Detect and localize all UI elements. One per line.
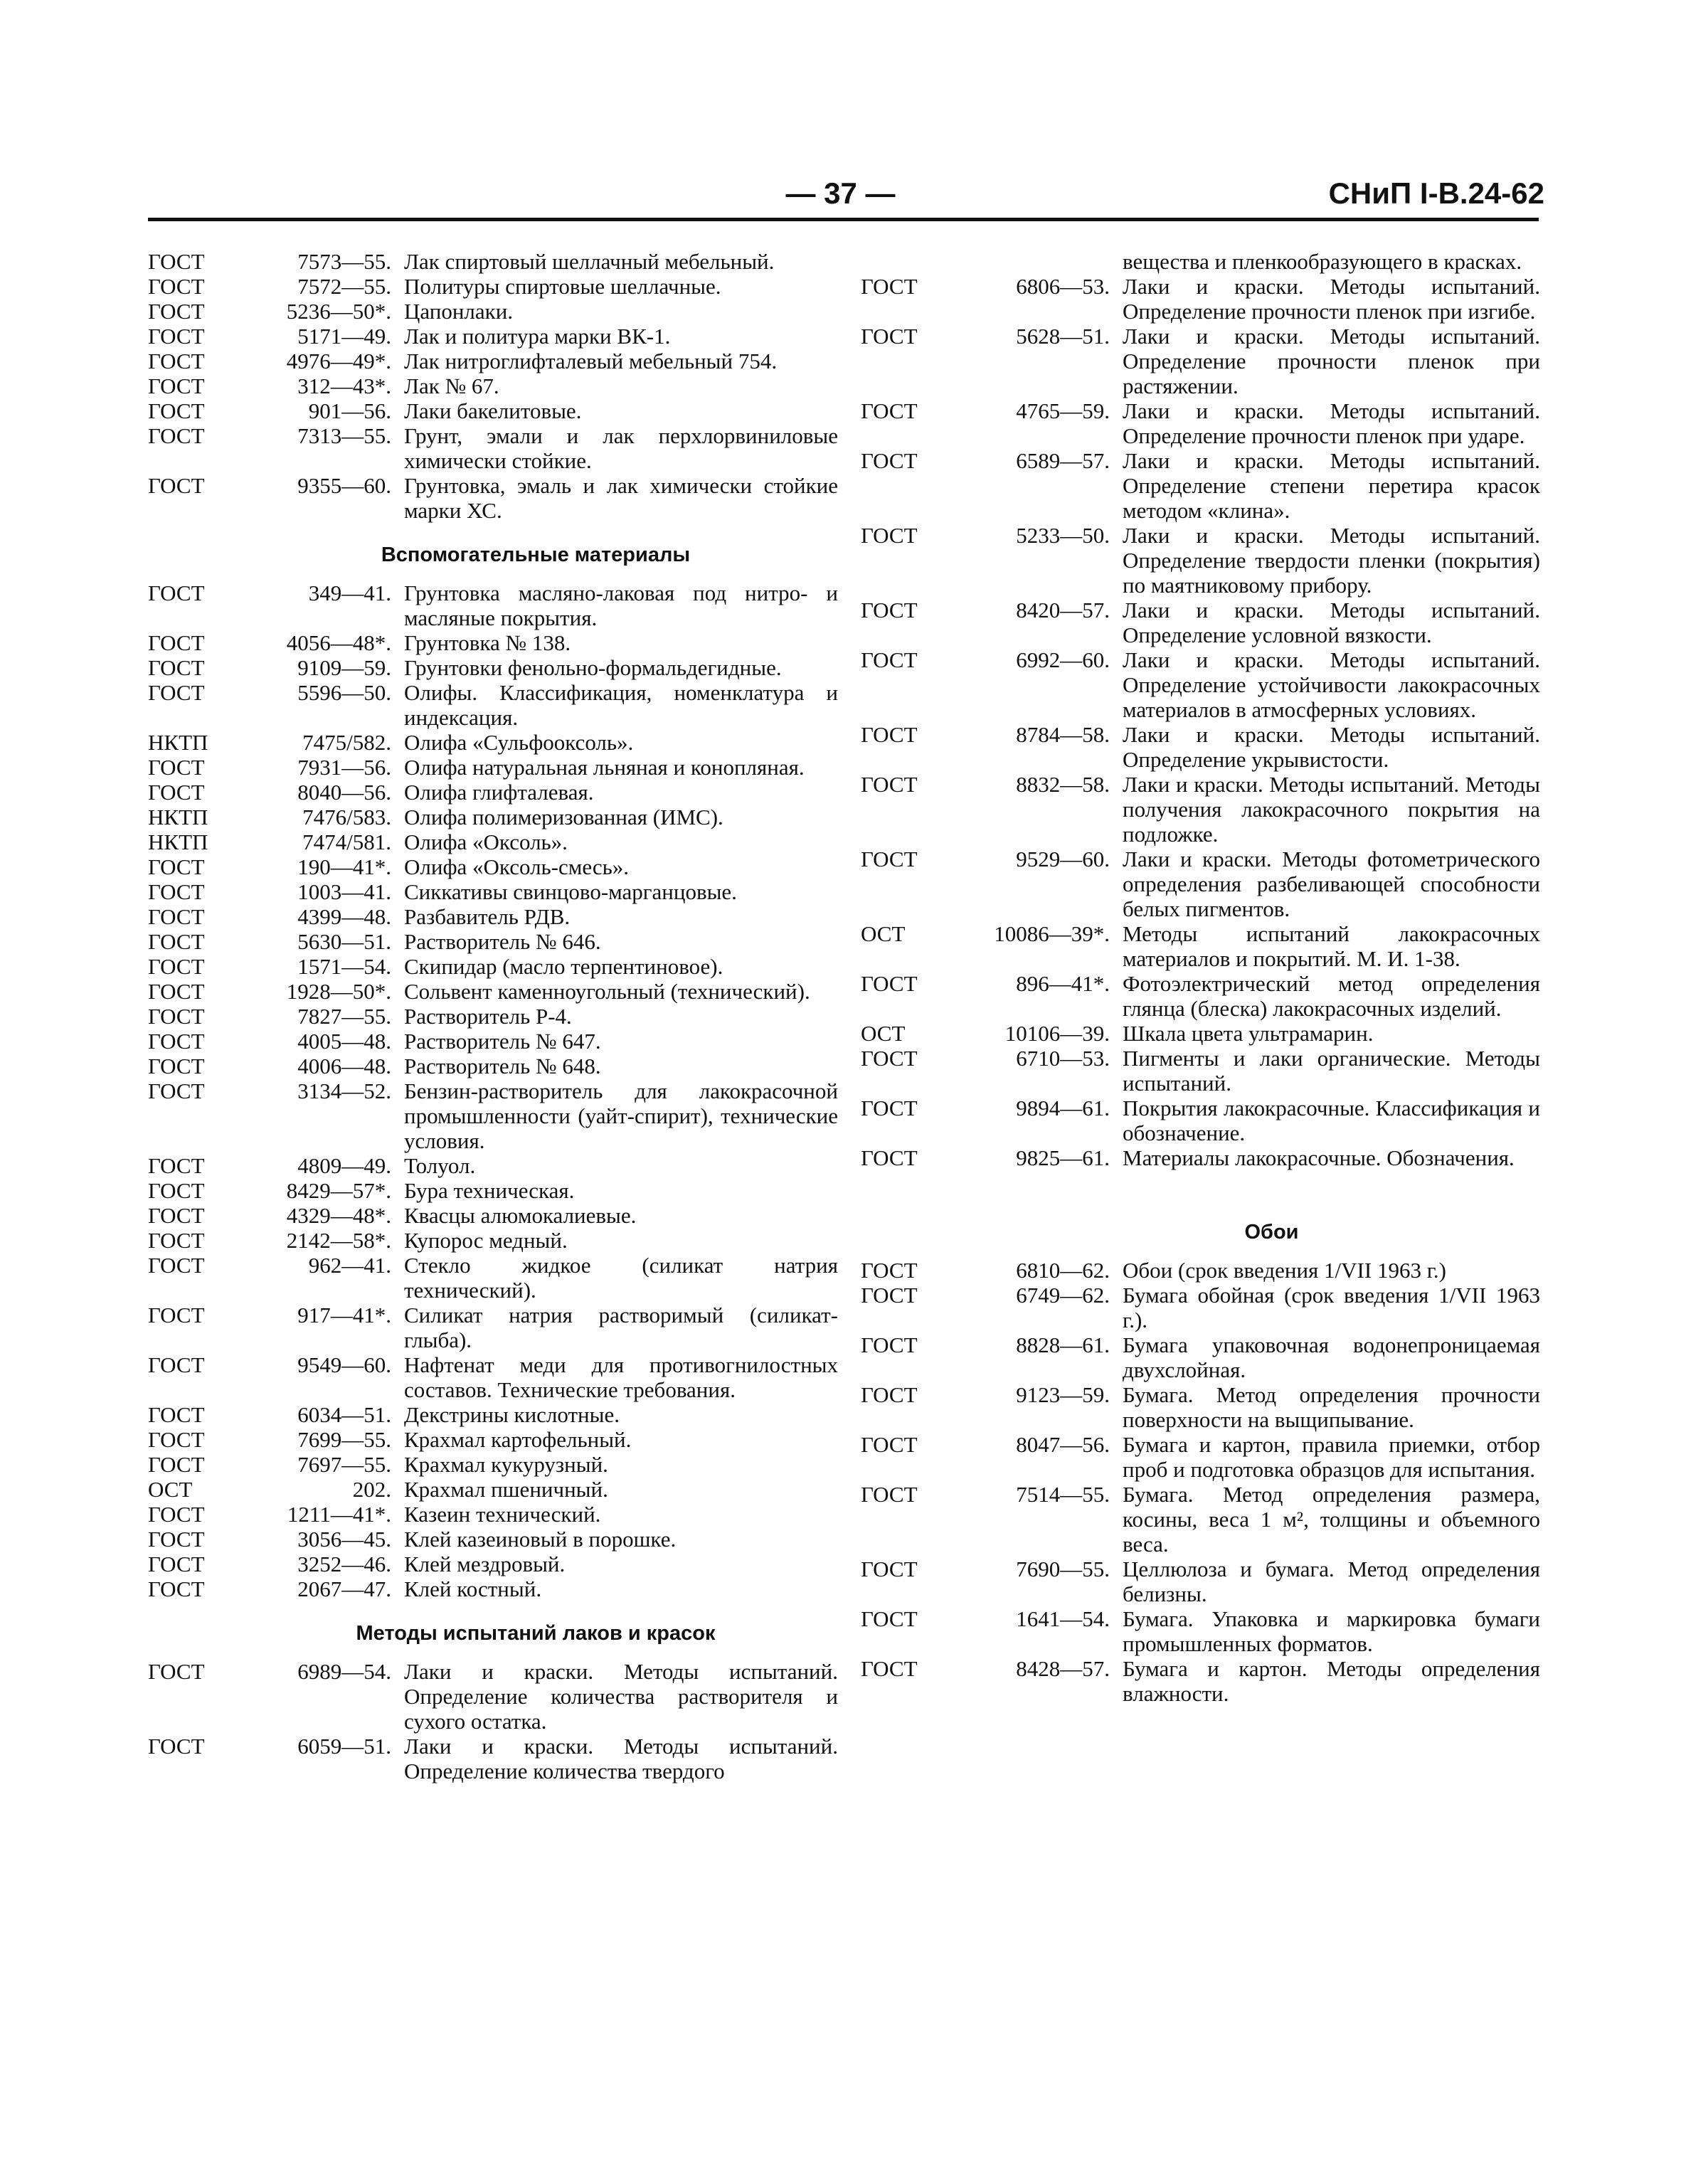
standard-entry bbox=[148, 829, 838, 854]
standard-type: ГОСТ bbox=[148, 630, 205, 655]
standard-entry bbox=[148, 1054, 838, 1078]
standard-type: ГОСТ bbox=[861, 1656, 918, 1681]
standard-number: 9529—60. bbox=[1016, 847, 1110, 871]
continued-text: вещества и пленкообразующего в красках. bbox=[1123, 249, 1522, 274]
standard-title: Бумага. Метод определения размера, косины, веса 1 м², толщины и объемного веса. bbox=[1123, 1482, 1540, 1557]
standard-title: Обои (срок введения 1/VII 1963 г.) bbox=[1123, 1258, 1446, 1283]
standard-entry bbox=[148, 1153, 838, 1178]
standard-title: Лак нитроглифталевый мебельный 754. bbox=[404, 349, 778, 373]
standard-title: Грунтовки фенольно-формальдегидные. bbox=[404, 655, 782, 680]
standard-entry bbox=[861, 324, 1540, 398]
standard-number: 10106—39. bbox=[1004, 1021, 1110, 1046]
standard-number: 6710—53. bbox=[1016, 1046, 1110, 1071]
standard-title: Казеин технический. bbox=[404, 1502, 601, 1527]
standard-type: ГОСТ bbox=[861, 1283, 918, 1308]
page-number: — 37 — bbox=[785, 176, 896, 210]
continued-entry bbox=[861, 249, 1540, 274]
standard-type: ГОСТ bbox=[148, 1659, 205, 1684]
standard-entry bbox=[148, 324, 838, 349]
standard-title: Квасцы алюмокалиевые. bbox=[404, 1203, 637, 1228]
standard-entry bbox=[148, 780, 838, 805]
standard-number: 9123—59. bbox=[1016, 1382, 1110, 1407]
standard-type: ГОСТ bbox=[861, 1432, 918, 1457]
standard-type: ОСТ bbox=[861, 921, 906, 946]
standard-number: 6806—53. bbox=[1016, 274, 1110, 299]
entry-list-test-methods-cont bbox=[861, 274, 1540, 1170]
standard-entry bbox=[148, 581, 838, 630]
standard-number: 1003—41. bbox=[297, 879, 391, 904]
standard-entry bbox=[148, 805, 838, 829]
standard-type: ГОСТ bbox=[148, 1734, 205, 1759]
standard-number: 962—41. bbox=[308, 1253, 391, 1278]
standard-number: 7474/581. bbox=[302, 829, 391, 854]
standard-number: 3134—52. bbox=[297, 1078, 391, 1103]
standard-type: ГОСТ bbox=[861, 274, 918, 299]
standard-number: 9355—60. bbox=[297, 473, 391, 498]
standard-title: Декстрины кислотные. bbox=[404, 1402, 620, 1427]
standard-number: 7573—55. bbox=[297, 249, 391, 274]
standard-title: Сольвент каменноугольный (технический). bbox=[404, 979, 810, 1004]
standard-number: 6989—54. bbox=[297, 1659, 391, 1684]
document-code: СНиП І-В.24-62 bbox=[1328, 176, 1544, 210]
standard-type: ГОСТ bbox=[148, 1552, 205, 1576]
standard-title: Олифа глифталевая. bbox=[404, 780, 594, 805]
standard-title: Лаки и краски. Методы испытаний. Определение устойчивости лакокрасочных материалов в атмосферных условиях. bbox=[1123, 647, 1540, 722]
standard-entry bbox=[148, 1734, 838, 1783]
standard-type: ГОСТ bbox=[148, 1078, 205, 1103]
standard-title: Лаки и краски. Методы испытаний. Определение количества растворителя и сухого остатка. bbox=[404, 1659, 838, 1734]
standard-type: ГОСТ bbox=[148, 904, 205, 929]
standard-number: 1928—50*. bbox=[286, 979, 391, 1004]
standard-number: 6059—51. bbox=[297, 1734, 391, 1759]
standard-entry bbox=[861, 1332, 1540, 1382]
standard-entry bbox=[148, 473, 838, 523]
standard-number: 8784—58. bbox=[1016, 722, 1110, 747]
standard-entry bbox=[861, 971, 1540, 1021]
standard-number: 5628—51. bbox=[1016, 324, 1110, 349]
standard-entry bbox=[148, 1228, 838, 1253]
header-rule bbox=[148, 218, 1539, 221]
standard-type: ГОСТ bbox=[861, 847, 918, 871]
standard-title: Олифа «Оксоль». bbox=[404, 829, 568, 854]
standard-type: ГОСТ bbox=[861, 448, 918, 473]
standard-number: 4329—48*. bbox=[286, 1203, 391, 1228]
standard-entry bbox=[861, 448, 1540, 523]
standard-entry bbox=[861, 1021, 1540, 1046]
standard-type: ГОСТ bbox=[148, 1004, 205, 1029]
standard-title: Купорос медный. bbox=[404, 1228, 568, 1253]
standard-title: Клей костный. bbox=[404, 1576, 542, 1601]
standard-number: 6034—51. bbox=[297, 1402, 391, 1427]
standard-entry bbox=[861, 1482, 1540, 1557]
standard-entry bbox=[861, 647, 1540, 722]
standard-type: ГОСТ bbox=[148, 655, 205, 680]
standard-title: Лак и политура марки ВК-1. bbox=[404, 324, 671, 349]
standard-type: ГОСТ bbox=[148, 680, 205, 705]
standard-entry bbox=[148, 1477, 838, 1502]
standard-number: 190—41*. bbox=[297, 854, 391, 879]
standard-entry bbox=[861, 1258, 1540, 1283]
standard-number: 7572—55. bbox=[297, 274, 391, 299]
standard-number: 1211—41*. bbox=[287, 1502, 391, 1527]
standard-type: ГОСТ bbox=[148, 1178, 205, 1203]
standard-entry bbox=[148, 1576, 838, 1601]
standard-entry bbox=[148, 373, 838, 398]
standard-number: 8420—57. bbox=[1016, 598, 1110, 622]
standard-title: Лаки и краски. Методы испытаний. Определение количества твердого bbox=[404, 1734, 838, 1783]
standard-entry bbox=[148, 1004, 838, 1029]
standard-type: ГОСТ bbox=[148, 299, 205, 324]
standard-title: Бумага и картон, правила приемки, отбор проб и подготовка образцов для испытания. bbox=[1123, 1432, 1540, 1482]
standard-type: ГОСТ bbox=[861, 1096, 918, 1120]
standard-type: ГОСТ bbox=[148, 423, 205, 448]
standard-title: Лаки и краски. Методы испытаний. Определение укрывистости. bbox=[1123, 722, 1540, 772]
standard-type: ГОСТ bbox=[148, 373, 205, 398]
standard-number: 917—41*. bbox=[297, 1303, 391, 1327]
standard-type: ГОСТ bbox=[148, 1402, 205, 1427]
standard-title: Растворитель № 648. bbox=[404, 1054, 601, 1078]
standard-title: Лаки и краски. Методы испытаний. Методы получения лакокрасочного покрытия на подложке. bbox=[1123, 772, 1540, 847]
standard-number: 5171—49. bbox=[297, 324, 391, 349]
standard-number: 7475/582. bbox=[302, 730, 391, 755]
standard-type: ГОСТ bbox=[861, 523, 918, 548]
standard-title: Лаки и краски. Методы испытаний. Определение условной вязкости. bbox=[1123, 598, 1540, 647]
standard-number: 6810—62. bbox=[1016, 1258, 1110, 1283]
standard-title: Лаки и краски. Методы фотометрического определения разбеливающей способности белых пигментов. bbox=[1123, 847, 1540, 921]
standard-entry bbox=[861, 523, 1540, 598]
standard-title: Грунтовка масляно-лаковая под нитро- и масляные покрытия. bbox=[404, 581, 838, 630]
standard-type: ГОСТ bbox=[148, 1029, 205, 1054]
standard-entry bbox=[861, 1432, 1540, 1482]
standard-number: 6749—62. bbox=[1016, 1283, 1110, 1308]
standard-entry bbox=[861, 398, 1540, 448]
standard-title: Бумага и картон. Методы определения влажности. bbox=[1123, 1656, 1540, 1706]
entry-list-wallpaper bbox=[861, 1258, 1540, 1706]
standard-type: ГОСТ bbox=[148, 1054, 205, 1078]
standard-entry bbox=[861, 274, 1540, 324]
standard-number: 312—43*. bbox=[297, 373, 391, 398]
standard-type: ГОСТ bbox=[861, 598, 918, 622]
standard-number: 1571—54. bbox=[297, 954, 391, 979]
standard-entry bbox=[148, 274, 838, 299]
standard-title: Клей мездровый. bbox=[404, 1552, 566, 1576]
standard-number: 5596—50. bbox=[297, 680, 391, 705]
standard-type: ГОСТ bbox=[148, 274, 205, 299]
standard-type: ГОСТ bbox=[148, 1527, 205, 1552]
standard-number: 7514—55. bbox=[1016, 1482, 1110, 1507]
standard-type: ГОСТ bbox=[861, 722, 918, 747]
standard-title: Грунт, эмали и лак перхлорвиниловые химически стойкие. bbox=[404, 423, 838, 473]
standard-type: НКТП bbox=[148, 829, 208, 854]
standard-title: Грунтовка, эмаль и лак химически стойкие марки ХС. bbox=[404, 473, 838, 523]
standard-number: 7690—55. bbox=[1016, 1557, 1110, 1581]
standard-title: Бензин-растворитель для лакокрасочной промышленности (уайт-спирит), технические условия. bbox=[404, 1078, 838, 1153]
standard-number: 8828—61. bbox=[1016, 1332, 1110, 1357]
entry-list-auxiliary bbox=[148, 581, 838, 1601]
standard-number: 9894—61. bbox=[1016, 1096, 1110, 1120]
standard-title: Бура техническая. bbox=[404, 1178, 575, 1203]
standard-number: 4056—48*. bbox=[286, 630, 391, 655]
standard-entry bbox=[148, 1178, 838, 1203]
standard-type: ГОСТ bbox=[861, 1382, 918, 1407]
standard-number: 4006—48. bbox=[297, 1054, 391, 1078]
standard-title: Материалы лакокрасочные. Обозначения. bbox=[1123, 1145, 1515, 1170]
standard-number: 4765—59. bbox=[1016, 398, 1110, 423]
standard-number: 3252—46. bbox=[297, 1552, 391, 1576]
standard-entry bbox=[148, 1029, 838, 1054]
standard-number: 8429—57*. bbox=[286, 1178, 391, 1203]
standard-number: 9549—60. bbox=[297, 1352, 391, 1377]
standard-number: 1641—54. bbox=[1016, 1606, 1110, 1631]
standard-type: ГОСТ bbox=[861, 1332, 918, 1357]
standard-number: 2067—47. bbox=[297, 1576, 391, 1601]
standard-number: 8040—56. bbox=[297, 780, 391, 805]
standard-entry bbox=[148, 423, 838, 473]
standard-type: ГОСТ bbox=[861, 1258, 918, 1283]
standard-type: ГОСТ bbox=[148, 979, 205, 1004]
standard-type: ГОСТ bbox=[148, 1427, 205, 1452]
standard-entry bbox=[861, 921, 1540, 971]
standard-title: Разбавитель РДВ. bbox=[404, 904, 571, 929]
standard-type: ГОСТ bbox=[148, 249, 205, 274]
standard-type: ГОСТ bbox=[861, 398, 918, 423]
standard-number: 8428—57. bbox=[1016, 1656, 1110, 1681]
standard-title: Шкала цвета ультрамарин. bbox=[1123, 1021, 1374, 1046]
standard-title: Методы испытаний лакокрасочных материалов и покрытий. М. И. 1-38. bbox=[1123, 921, 1540, 971]
standard-type: ГОСТ bbox=[861, 1145, 918, 1170]
standard-type: ГОСТ bbox=[861, 1482, 918, 1507]
entry-list-test-methods bbox=[148, 1659, 838, 1783]
standard-entry bbox=[148, 954, 838, 979]
standard-entry bbox=[861, 1606, 1540, 1656]
standard-type: ГОСТ bbox=[148, 1352, 205, 1377]
standard-type: ГОСТ bbox=[148, 854, 205, 879]
standard-type: ГОСТ bbox=[148, 1153, 205, 1178]
standard-number: 901—56. bbox=[308, 398, 391, 423]
standard-number: 9825—61. bbox=[1016, 1145, 1110, 1170]
standard-entry bbox=[148, 1352, 838, 1402]
standard-title: Клей казеиновый в порошке. bbox=[404, 1527, 677, 1552]
standard-entry bbox=[148, 1303, 838, 1352]
standard-type: ГОСТ bbox=[148, 1502, 205, 1527]
standard-number: 3056—45. bbox=[297, 1527, 391, 1552]
standard-title: Лаки и краски. Методы испытаний. Определение прочности пленок при ударе. bbox=[1123, 398, 1540, 448]
standard-title: Цапонлаки. bbox=[404, 299, 514, 324]
standard-type: НКТП bbox=[148, 805, 208, 829]
standard-entry bbox=[148, 854, 838, 879]
standard-entry bbox=[148, 1427, 838, 1452]
standard-title: Фотоэлектрический метод определения глянца (блеска) лакокрасочных изделий. bbox=[1123, 971, 1540, 1021]
standard-title: Бумага упаковочная водонепроницаемая двухслойная. bbox=[1123, 1332, 1540, 1382]
standard-entry bbox=[861, 1046, 1540, 1096]
standard-entry bbox=[148, 1527, 838, 1552]
standard-title: Бумага. Метод определения прочности поверхности на выщипывание. bbox=[1123, 1382, 1540, 1432]
standard-number: 349—41. bbox=[308, 581, 391, 605]
standard-number: 5236—50*. bbox=[286, 299, 391, 324]
standard-title: Бумага. Упаковка и маркировка бумаги промышленных форматов. bbox=[1123, 1606, 1540, 1656]
standard-type: ГОСТ bbox=[861, 772, 918, 797]
standard-type: ГОСТ bbox=[861, 324, 918, 349]
standard-entry bbox=[148, 904, 838, 929]
standard-type: ГОСТ bbox=[148, 755, 205, 780]
standard-type: ГОСТ bbox=[148, 398, 205, 423]
standard-number: 5233—50. bbox=[1016, 523, 1110, 548]
standard-entry bbox=[148, 630, 838, 655]
standard-entry bbox=[861, 1283, 1540, 1332]
standard-type: ГОСТ bbox=[148, 1203, 205, 1228]
standard-number: 7827—55. bbox=[297, 1004, 391, 1029]
standard-type: ГОСТ bbox=[148, 581, 205, 605]
standard-type: ГОСТ bbox=[148, 929, 205, 954]
standard-title: Лаки и краски. Методы испытаний. Определение прочности пленок при растяжении. bbox=[1123, 324, 1540, 398]
standard-title: Олифа «Оксоль-смесь». bbox=[404, 854, 630, 879]
standard-entry bbox=[148, 249, 838, 274]
standard-entry bbox=[861, 722, 1540, 772]
standard-entry bbox=[861, 847, 1540, 921]
standard-title: Силикат натрия растворимый (силикат-глыба). bbox=[404, 1303, 838, 1352]
standard-entry bbox=[148, 979, 838, 1004]
standard-number: 9109—59. bbox=[297, 655, 391, 680]
standard-number: 8047—56. bbox=[1016, 1432, 1110, 1457]
standard-entry bbox=[861, 1557, 1540, 1606]
standard-number: 7931—56. bbox=[297, 755, 391, 780]
standard-entry bbox=[148, 1552, 838, 1576]
standard-type: ГОСТ bbox=[148, 1253, 205, 1278]
entry-list-lacquers bbox=[148, 249, 838, 523]
standard-entry bbox=[861, 772, 1540, 847]
standard-title: Олифы. Классификация, номенклатура и индексация. bbox=[404, 680, 838, 730]
right-column bbox=[861, 249, 1540, 1706]
standard-entry bbox=[148, 1402, 838, 1427]
standard-title: Пигменты и лаки органические. Методы испытаний. bbox=[1123, 1046, 1540, 1096]
standard-number: 5630—51. bbox=[297, 929, 391, 954]
standard-title: Лаки и краски. Методы испытаний. Определение твердости пленки (покрытия) по маятниковому прибору. bbox=[1123, 523, 1540, 598]
standard-number: 4976—49*. bbox=[286, 349, 391, 373]
standard-entry bbox=[148, 1452, 838, 1477]
standard-type: ГОСТ bbox=[861, 971, 918, 996]
standard-type: ГОСТ bbox=[148, 1452, 205, 1477]
standard-number: 4399—48. bbox=[297, 904, 391, 929]
standard-entry bbox=[148, 730, 838, 755]
standard-title: Лак спиртовый шеллачный мебельный. bbox=[404, 249, 775, 274]
standard-entry bbox=[148, 929, 838, 954]
standard-title: Крахмал картофельный. bbox=[404, 1427, 632, 1452]
left-column bbox=[148, 249, 838, 1783]
standard-title: Стекло жидкое (силикат натрия технический). bbox=[404, 1253, 838, 1303]
section-title-test-methods: Методы испытаний лаков и красок bbox=[356, 1622, 716, 1645]
standard-title: Нафтенат меди для противогнилостных составов. Технические требования. bbox=[404, 1352, 838, 1402]
standard-title: Покрытия лакокрасочные. Классификация и обозначение. bbox=[1123, 1096, 1540, 1145]
standard-title: Политуры спиртовые шеллачные. bbox=[404, 274, 721, 299]
standard-type: ГОСТ bbox=[148, 954, 205, 979]
standard-title: Лаки бакелитовые. bbox=[404, 398, 582, 423]
standard-type: ГОСТ bbox=[148, 473, 205, 498]
standard-entry bbox=[861, 1656, 1540, 1706]
standard-type: ОСТ bbox=[861, 1021, 906, 1046]
standard-number: 8832—58. bbox=[1016, 772, 1110, 797]
standard-number: 7697—55. bbox=[297, 1452, 391, 1477]
standard-entry bbox=[148, 1659, 838, 1734]
standard-number: 6589—57. bbox=[1016, 448, 1110, 473]
standard-type: ГОСТ bbox=[148, 1228, 205, 1253]
standard-number: 2142—58*. bbox=[286, 1228, 391, 1253]
standard-number: 7476/583. bbox=[302, 805, 391, 829]
standard-title: Крахмал пшеничный. bbox=[404, 1477, 608, 1502]
standard-entry bbox=[861, 598, 1540, 647]
standard-title: Лаки и краски. Методы испытаний. Определение степени перетира красок методом «клина». bbox=[1123, 448, 1540, 523]
standard-type: ОСТ bbox=[148, 1477, 193, 1502]
section-title-auxiliary: Вспомогательные материалы bbox=[381, 544, 691, 566]
standard-entry bbox=[148, 755, 838, 780]
standard-entry bbox=[148, 1253, 838, 1303]
standard-title: Крахмал кукурузный. bbox=[404, 1452, 608, 1477]
standard-type: ГОСТ bbox=[861, 1606, 918, 1631]
standard-type: ГОСТ bbox=[148, 780, 205, 805]
standard-type: НКТП bbox=[148, 730, 208, 755]
standard-number: 10086—39*. bbox=[994, 921, 1110, 946]
standard-number: 202. bbox=[352, 1477, 391, 1502]
standard-type: ГОСТ bbox=[148, 324, 205, 349]
standard-entry bbox=[148, 398, 838, 423]
standard-entry bbox=[148, 1203, 838, 1228]
standard-title: Олифа полимеризованная (ИМС). bbox=[404, 805, 723, 829]
standard-title: Растворитель № 646. bbox=[404, 929, 601, 954]
standard-type: ГОСТ bbox=[861, 647, 918, 672]
standard-entry bbox=[148, 1078, 838, 1153]
standard-entry bbox=[148, 1502, 838, 1527]
standard-type: ГОСТ bbox=[148, 349, 205, 373]
standard-title: Лаки и краски. Методы испытаний. Определение прочности пленок при изгибе. bbox=[1123, 274, 1540, 324]
standard-number: 7699—55. bbox=[297, 1427, 391, 1452]
standard-entry bbox=[148, 655, 838, 680]
standard-title: Грунтовка № 138. bbox=[404, 630, 571, 655]
standard-title: Целлюлоза и бумага. Метод определения белизны. bbox=[1123, 1557, 1540, 1606]
standard-title: Растворитель № 647. bbox=[404, 1029, 601, 1054]
standard-entry bbox=[148, 879, 838, 904]
standard-title: Бумага обойная (срок введения 1/VII 1963 г.). bbox=[1123, 1283, 1540, 1332]
standard-title: Олифа натуральная льняная и конопляная. bbox=[404, 755, 805, 780]
standard-entry bbox=[148, 349, 838, 373]
standard-entry bbox=[148, 680, 838, 730]
standard-entry bbox=[861, 1382, 1540, 1432]
standard-number: 4005—48. bbox=[297, 1029, 391, 1054]
standard-entry bbox=[861, 1145, 1540, 1170]
standard-number: 7313—55. bbox=[297, 423, 391, 448]
standard-number: 896—41*. bbox=[1016, 971, 1110, 996]
standard-type: ГОСТ bbox=[148, 1576, 205, 1601]
standard-type: ГОСТ bbox=[861, 1557, 918, 1581]
section-title-wallpaper: Обои bbox=[1244, 1221, 1299, 1244]
standard-type: ГОСТ bbox=[148, 1303, 205, 1327]
standard-title: Лак № 67. bbox=[404, 373, 499, 398]
standard-number: 4809—49. bbox=[297, 1153, 391, 1178]
standard-title: Скипидар (масло терпентиновое). bbox=[404, 954, 723, 979]
standard-entry bbox=[861, 1096, 1540, 1145]
standard-title: Сиккативы свинцово-марганцовые. bbox=[404, 879, 737, 904]
standard-number: 6992—60. bbox=[1016, 647, 1110, 672]
standard-type: ГОСТ bbox=[861, 1046, 918, 1071]
standard-entry bbox=[148, 299, 838, 324]
standard-title: Растворитель Р-4. bbox=[404, 1004, 572, 1029]
standard-title: Олифа «Сульфооксоль». bbox=[404, 730, 634, 755]
standard-type: ГОСТ bbox=[148, 879, 205, 904]
standard-title: Толуол. bbox=[404, 1153, 476, 1178]
